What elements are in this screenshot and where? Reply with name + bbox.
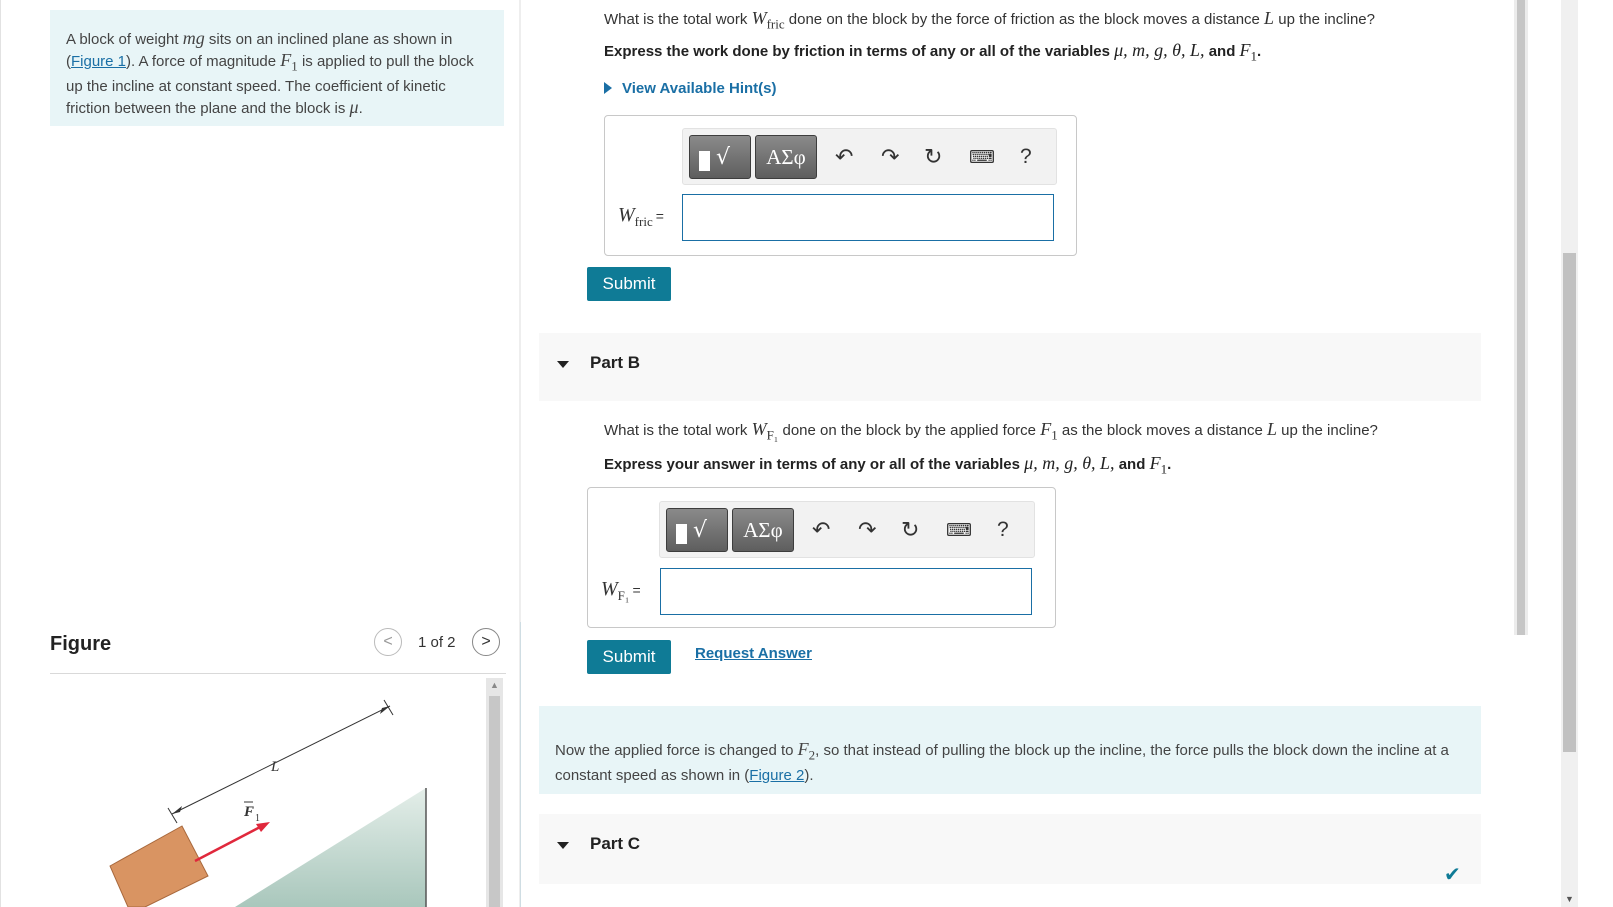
part-a-submit-button[interactable]: Submit <box>587 267 671 301</box>
figure-title: Figure <box>50 633 112 655</box>
content-scroll-thumb[interactable] <box>1517 0 1525 635</box>
collapse-caret-icon <box>557 361 569 368</box>
force-arrow <box>195 826 262 861</box>
keyboard-icon[interactable]: ⌨ <box>946 520 972 540</box>
request-answer-link[interactable]: Request Answer <box>695 645 812 662</box>
math-l: L <box>1266 419 1277 439</box>
page-scrollbar[interactable] <box>1558 0 1613 907</box>
math-w-f1: $W_{F_1}$ <box>751 419 779 443</box>
force-label: F <box>244 804 255 820</box>
math-mg: mg <box>182 28 205 48</box>
figure-header <box>50 628 506 674</box>
figure-next-button[interactable]: > <box>472 628 500 656</box>
math-vars: μ, m, g, θ, L, <box>1024 453 1115 473</box>
distance-label: L <box>271 759 280 775</box>
part-b-instructions: Express your answer in terms of any or all of the variables μ, m, g, θ, L, and $F_1$. <box>604 453 1172 477</box>
intro-text: sits on an inclined plane as shown in ( <box>66 31 453 70</box>
block <box>110 826 208 907</box>
part-b-submit-button[interactable]: Submit <box>587 640 671 674</box>
checkmark-icon: ✔ <box>1444 864 1461 886</box>
intro-text: ). A force of magnitude <box>126 53 281 70</box>
templates-button[interactable]: √ <box>666 508 728 552</box>
incline-diagram <box>50 676 486 907</box>
figure-1-link[interactable]: Figure 1 <box>71 53 127 70</box>
problem-intro <box>50 10 504 126</box>
undo-icon[interactable]: ↶ <box>835 144 854 169</box>
distance-line <box>172 706 390 814</box>
figure-image <box>50 676 506 907</box>
part-b-equation-label: $W_{F_1}$ = <box>601 578 641 603</box>
force-label-sub: 1 <box>255 813 260 824</box>
math-toolbar <box>682 128 1057 185</box>
part-c-header[interactable] <box>539 814 1481 884</box>
part-b-answer-box <box>587 487 1056 628</box>
greek-symbols-button[interactable]: ΑΣφ <box>755 135 817 179</box>
reset-icon[interactable]: ↻ <box>901 517 920 542</box>
part-c-context-note: Now the applied force is changed to $F_2$, so that instead of pulling the block up the incline, the force pulls the block down the incline at a constant speed as shown in (Figure 2). <box>539 706 1481 794</box>
math-w-fric: $W_{fric}$ <box>751 8 785 32</box>
part-a-answer-input[interactable] <box>682 194 1054 241</box>
math-f1: $F_1$ <box>1239 40 1258 64</box>
figure-pager-text: 1 of 2 <box>418 634 456 651</box>
right-panel <box>525 0 1558 907</box>
view-hints-toggle[interactable]: View Available Hint(s) <box>604 80 777 97</box>
help-icon[interactable]: ? <box>1020 145 1032 168</box>
math-mu: μ <box>349 96 359 117</box>
figure-scrollbar[interactable] <box>486 678 503 907</box>
math-f1: $F_1$ <box>280 50 298 74</box>
part-a-equation-label: $W_{fric}$ = <box>618 204 664 229</box>
greek-symbols-button[interactable]: ΑΣφ <box>732 508 794 552</box>
redo-icon[interactable]: ↷ <box>858 517 877 542</box>
collapse-caret-icon <box>557 842 569 849</box>
part-b-question: What is the total work $W_{F_1}$ done on the block by the applied force $F_1$ as the block moves a distance L up the incline? <box>604 419 1378 443</box>
scroll-down-icon[interactable]: ▼ <box>1565 894 1574 904</box>
expand-triangle-icon <box>604 82 612 94</box>
math-vars: μ, m, g, θ, L, <box>1114 40 1205 60</box>
left-panel <box>0 0 522 907</box>
redo-icon[interactable]: ↷ <box>881 144 900 169</box>
part-b-label: Part B <box>590 353 641 372</box>
panel-divider-accent <box>520 622 521 907</box>
page-scroll-thumb[interactable] <box>1563 253 1576 752</box>
distance-tick-left <box>168 808 177 823</box>
math-l: L <box>1264 8 1275 28</box>
intro-text: . <box>358 99 363 117</box>
math-f2: $F_2$ <box>797 739 816 763</box>
figure-prev-button[interactable]: < <box>374 628 402 656</box>
help-icon[interactable]: ? <box>997 518 1009 541</box>
part-a-instructions: Express the work done by friction in terms of any or all of the variables μ, m, g, θ, L, and $F_1$. <box>604 40 1262 64</box>
templates-button[interactable]: √ <box>689 135 751 179</box>
part-a-question: What is the total work $W_{fric}$ done on the block by the force of friction as the block moves a distance L up the incline? <box>604 8 1375 32</box>
math-f1-vector: $F_1$ <box>1040 419 1058 443</box>
math-f1: $F_1$ <box>1149 453 1168 477</box>
part-b-answer-input[interactable] <box>660 568 1032 615</box>
part-a-answer-box <box>604 115 1077 256</box>
scroll-up-icon[interactable]: ▲ <box>490 680 499 690</box>
undo-icon[interactable]: ↶ <box>812 517 831 542</box>
reset-icon[interactable]: ↻ <box>924 144 943 169</box>
part-b-header[interactable] <box>539 333 1481 401</box>
keyboard-icon[interactable]: ⌨ <box>969 147 995 167</box>
math-toolbar <box>659 501 1035 558</box>
incline-plane <box>235 788 426 907</box>
figure-2-link[interactable]: Figure 2 <box>749 766 805 784</box>
content-scrollbar[interactable] <box>1514 0 1528 635</box>
intro-text: is applied to pull the block up the incline at constant speed. The coefficient of kinetic friction between the plane and the block is <box>66 53 474 117</box>
part-c-label: Part C <box>590 834 641 853</box>
figure-scroll-thumb[interactable] <box>489 696 500 907</box>
intro-text: A block of weight <box>66 31 183 48</box>
